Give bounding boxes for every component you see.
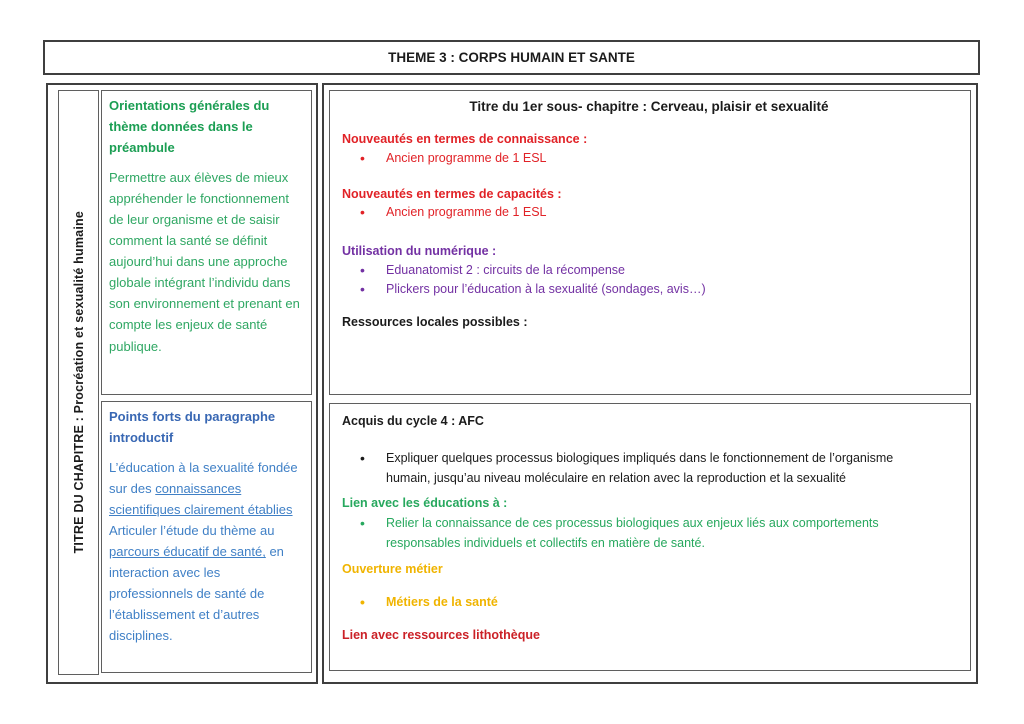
- acquis-heading: Acquis du cycle 4 : AFC: [342, 414, 484, 428]
- chapter-title-cell: [58, 90, 99, 675]
- list-item: • Eduanatomist 2 : circuits de la récompense: [360, 261, 956, 280]
- list-item: • Ancien programme de 1 ESL: [360, 149, 956, 168]
- points-forts-heading: Points forts du paragraphe introductif: [109, 409, 276, 446]
- list-item: • Métiers de la santé: [360, 592, 956, 612]
- points-forts-cell: [101, 401, 312, 673]
- capacites-list: [360, 203, 956, 222]
- capacites-heading: Nouveautés en termes de capacités :: [342, 186, 562, 201]
- points-forts-text-end: en interaction avec les professionnels de santé de l’établissement et d’autres disciplines.: [109, 544, 284, 644]
- orientations-cell: [101, 90, 312, 395]
- educations-heading: Lien avec les éducations à :: [342, 495, 508, 510]
- list-item: • Expliquer quelques processus biologiques impliqués dans le fonctionnement de l’organisme humain, jusqu’au niveau moléculaire en relation avec la reproduction et la sexualité: [360, 448, 956, 488]
- chapter-section: [46, 83, 318, 684]
- numerique-list: [360, 261, 956, 299]
- connaissances-list: [360, 149, 956, 168]
- link-parcours-educatif[interactable]: parcours éducatif de santé,: [109, 544, 266, 560]
- sous-chapitre-box: [329, 90, 971, 395]
- points-forts-text-mid: Articuler l’étude du thème au: [109, 523, 275, 539]
- acquis-list: [360, 448, 956, 488]
- metier-list: [360, 592, 956, 612]
- ressources-heading: Ressources locales possibles :: [342, 315, 528, 330]
- theme-header: [43, 40, 980, 75]
- acquis-box: [329, 403, 971, 671]
- points-forts-body: [109, 457, 305, 646]
- list-item: • Ancien programme de 1 ESL: [360, 203, 956, 222]
- educations-list: [360, 513, 956, 553]
- content-section: [322, 83, 978, 684]
- sous-chapitre-title: Titre du 1er sous- chapitre : Cerveau, plaisir et sexualité: [469, 99, 829, 114]
- list-item: • Plickers pour l’éducation à la sexualité (sondages, avis…): [360, 280, 956, 299]
- numerique-heading: Utilisation du numérique :: [342, 244, 497, 258]
- theme-title: THEME 3 : CORPS HUMAIN ET SANTE: [388, 50, 635, 65]
- chapter-vertical-title: TITRE DU CHAPITRE : Procréation et sexualité humaine: [71, 211, 86, 554]
- connaissances-heading: Nouveautés en termes de connaissance :: [342, 132, 588, 146]
- orientations-heading: Orientations générales du thème données dans le préambule: [109, 98, 270, 156]
- link-connaissances-scientifiques[interactable]: connaissances scientifiques clairement établies: [109, 481, 293, 518]
- orientations-body: Permettre aux élèves de mieux appréhender le fonctionnement de leur organisme et de saisir comment la santé se définit aujourd’hui dans une approche globale intégrant l’individu dans son environnement et prenant en compte les enjeux de santé publique.: [109, 170, 300, 354]
- ouverture-metier-heading: Ouverture métier: [342, 561, 443, 576]
- lithotheque-heading: Lien avec ressources lithothèque: [342, 628, 540, 643]
- points-forts-text-intro: L’éducation à la sexualité fondée sur des: [109, 460, 298, 497]
- list-item: • Relier la connaissance de ces processus biologiques aux enjeux liés aux comportements responsables individuels et collectifs en matière de santé.: [360, 513, 956, 553]
